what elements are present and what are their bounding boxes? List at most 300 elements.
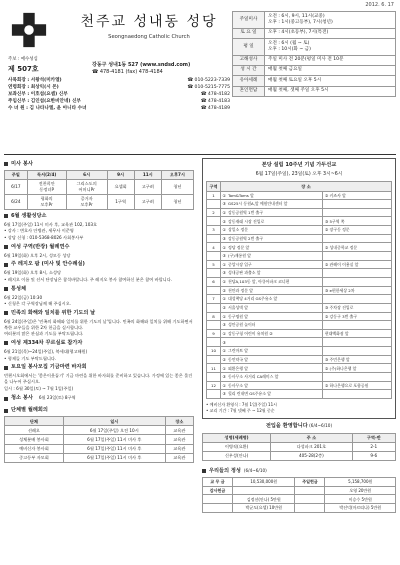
mass-label: 토 요 일 xyxy=(233,28,265,38)
location-cell-extra: 현대백화점 앞 xyxy=(323,329,392,338)
district-number xyxy=(207,252,221,261)
mass-label: 혼인면담 xyxy=(233,86,265,96)
district-number: 7 xyxy=(207,295,221,304)
table-cell: 이승수 5만원 xyxy=(325,495,396,504)
location-marker: ③ xyxy=(222,374,226,380)
rotation-row xyxy=(207,390,392,399)
location-cell xyxy=(221,269,323,278)
location-text: 강동재래 시장 진입로 xyxy=(228,218,265,224)
table-header-row xyxy=(5,417,194,426)
rotation-row xyxy=(207,208,392,217)
table-cell: 1구역 xyxy=(107,194,134,209)
mass-label: 유아세례 xyxy=(233,76,265,86)
district-number: 11 xyxy=(207,364,221,373)
text-line: 일시 : 6월 30일(토) ~ 7월 1일(주일) xyxy=(4,385,74,391)
welcome-section xyxy=(202,423,396,461)
column-header: 일시 xyxy=(63,417,165,426)
location-cell-extra: ② 키즈사 앞 xyxy=(323,191,392,200)
location-marker: ③ xyxy=(222,339,226,345)
rotation-row xyxy=(207,372,392,381)
mass-service-table xyxy=(4,170,194,209)
rotation-row xyxy=(207,303,392,312)
location-cell-extra xyxy=(323,372,392,381)
location-cell-extra xyxy=(323,295,392,304)
location-cell-extra: ③ 주차장 진입로 xyxy=(323,303,392,312)
location-cell xyxy=(221,381,323,390)
table-cell xyxy=(295,486,325,495)
staff-phone: ☎ 478-4182 xyxy=(200,92,230,98)
district-number xyxy=(207,338,221,347)
location-cell-extra: ② 장구동 정문 xyxy=(323,226,392,235)
header xyxy=(4,7,396,155)
page-title-en: Seongnaedong Catholic Church xyxy=(108,33,190,40)
rotation-row xyxy=(207,252,392,261)
text-line: 6월 22일(금) 10:30 xyxy=(4,294,43,300)
district-number: 5 xyxy=(207,260,221,269)
location-text: 서울성벽 앞 xyxy=(228,305,249,311)
table-header-row xyxy=(203,433,396,442)
text-line: 6월 23일(토) 8구역 xyxy=(38,395,76,401)
address-line: 강동구 성내1동 527 (www.sndsd.com) xyxy=(92,62,191,68)
table-cell: 박균도(요셉) 10만원 xyxy=(233,504,295,513)
table-row xyxy=(203,451,396,460)
section-title: 민족의 화해와 일치를 위한 기도의 날 xyxy=(4,310,194,317)
location-text: 동인약국 앞 xyxy=(228,356,249,362)
location-cell-extra: ② 강동구 3번 출구 xyxy=(323,312,392,321)
location-text: 강동공원역 1번 출구 xyxy=(228,210,264,215)
location-text: Tom&Toms 앞 xyxy=(228,192,254,198)
district-number xyxy=(207,303,221,312)
location-marker: ① xyxy=(222,330,226,336)
offering-section xyxy=(202,465,396,513)
table-cell: 평화의 모후Pr xyxy=(27,194,66,209)
table-row xyxy=(203,504,396,513)
location-cell-extra: ③ e편한세상 2차 xyxy=(323,286,392,295)
table-row xyxy=(203,486,396,495)
location-cell xyxy=(221,277,323,286)
table-cell xyxy=(295,495,325,504)
rotation-row xyxy=(207,347,392,356)
mass-value: 매월 첫째 금요일 xyxy=(265,65,396,75)
rotation-row xyxy=(207,191,392,200)
rotation-row xyxy=(207,338,392,347)
location-marker: ② xyxy=(222,287,226,293)
table-cell: 6월 17일(주일) 11시 미사 후 xyxy=(63,453,165,462)
location-marker: ① xyxy=(222,279,226,285)
table-cell: 9-6 xyxy=(352,451,395,460)
issue-meta xyxy=(8,57,39,74)
column-header: 6시 xyxy=(66,171,107,180)
location-marker: ① xyxy=(222,382,226,388)
box-title: 본당 설립 10주년 기념 가두선교 xyxy=(261,162,337,168)
mass-label: 고해성사 xyxy=(233,55,265,65)
section-title: 통성체 xyxy=(4,286,194,293)
location-cell xyxy=(221,364,323,373)
issue-number: 제 507호 xyxy=(8,64,39,73)
location-cell xyxy=(221,303,323,312)
column-header: 11시 xyxy=(134,171,161,180)
table-cell: 이병직(요환) xyxy=(203,442,271,451)
column-header: 구역 xyxy=(207,182,221,191)
district-number xyxy=(207,372,221,381)
staff-name: 사목회장 : 서왕석(미카엘) xyxy=(8,78,62,83)
issue-date: 2012. 6. 17 xyxy=(365,2,394,8)
district-number xyxy=(207,217,221,226)
staff-phone: ☎ 478-4183 xyxy=(200,99,230,105)
text-line: 여러분의 많은 관심과 기도를 부탁드립니다. xyxy=(4,331,84,337)
section-title: 단체별 월례회의 xyxy=(4,407,194,414)
table-cell xyxy=(203,504,233,513)
location-marker: ③ xyxy=(222,235,226,241)
location-cell-extra: ② 하나은행으로 포함공원 xyxy=(323,381,392,390)
title-zone xyxy=(74,13,224,41)
location-text: 상일소 정문 xyxy=(228,227,249,233)
location-marker: ③ xyxy=(222,270,226,276)
column-header: 단체 xyxy=(5,417,64,426)
location-text: 성안공원 놀이터 xyxy=(228,322,256,328)
rotation-row xyxy=(207,321,392,330)
location-text: 천당A,103동 앞, 아큐아파크 코너편 xyxy=(228,279,290,285)
location-text: 동구명원 앞 xyxy=(228,313,249,319)
location-cell xyxy=(221,338,323,347)
table-cell: 청년 xyxy=(161,180,193,195)
location-cell-extra: ③ 주민은행 앞 xyxy=(323,355,392,364)
location-text: 천안과 정문 앞 xyxy=(228,287,254,293)
table-cell: 신우성(안나) xyxy=(203,451,271,460)
column-header: 장 소 xyxy=(221,182,392,191)
cleaning-row xyxy=(4,392,194,404)
location-marker: ② xyxy=(222,305,226,311)
location-text: (구)재롱원 앞 xyxy=(228,253,252,259)
location-marker: ② xyxy=(222,356,226,362)
welcome-table xyxy=(202,433,396,461)
location-marker: ① xyxy=(222,244,226,250)
location-cell xyxy=(221,226,323,235)
text-line: • 신청은 각 구역장님께 해 주십시오. xyxy=(4,301,72,307)
staff-name: 보좌신부 : 이호섭(요셉) 신부 xyxy=(8,92,68,98)
column-header: 주 소 xyxy=(271,433,352,442)
header-divider xyxy=(4,154,396,155)
location-text: 중앙시장 입구 xyxy=(228,261,252,267)
staff-phone: ☎ 010-5215-7775 xyxy=(187,85,230,91)
table-cell: 전찬희안 동정녀P xyxy=(27,180,66,195)
location-cell xyxy=(221,252,323,261)
table-cell: 증거자 모후Pr xyxy=(66,194,107,209)
location-marker: ① xyxy=(222,227,226,233)
section-title: 여성 구역(반장) 월례연수 xyxy=(4,244,194,251)
location-marker: ① xyxy=(222,313,226,319)
table-row xyxy=(5,444,194,453)
phone-line: ☎ 478-4181 (fax) 478-4184 xyxy=(92,68,163,75)
table-cell: 10,530,000원 xyxy=(233,477,295,486)
location-cell xyxy=(221,312,323,321)
table-cell: 고구려 xyxy=(134,194,161,209)
location-cell-extra xyxy=(323,277,392,286)
district-number xyxy=(207,390,221,399)
table-row xyxy=(203,442,396,451)
location-cell-extra: ③ 5구역 쪽 xyxy=(323,217,392,226)
district-number: 2 xyxy=(207,208,221,217)
table-cell: 6월 17일(주일) 오전 10시 xyxy=(63,426,165,435)
location-cell-extra xyxy=(323,390,392,399)
district-number xyxy=(207,269,221,278)
welcome-heading xyxy=(202,423,396,430)
mission-box xyxy=(202,158,396,419)
welcome-title: 전입을 환영합니다 xyxy=(265,422,308,429)
table-row xyxy=(5,426,194,435)
section-title: 6월 생활성당소 xyxy=(4,213,194,220)
location-text: GS25시 동원A,앞 예원안내센터 앞 xyxy=(228,201,288,207)
rotation-row xyxy=(207,286,392,295)
staff-name: 수 녀 원 : 김 나타나엘, 윤 아니타 수녀 xyxy=(8,106,87,112)
text-line: 6월 17일(주일) 11시 미사 후, 교육관 102, 103호 xyxy=(4,221,98,227)
staff-name: 주임신부 : 김인섭(요한비안네) 신부 xyxy=(8,99,81,105)
table-cell: 교육관 xyxy=(165,444,193,453)
column-header: 구역-반 xyxy=(352,433,395,442)
table-cell: 405-28(2층) xyxy=(271,451,352,460)
location-marker: ① xyxy=(222,365,226,371)
staff-row xyxy=(8,77,230,84)
location-cell xyxy=(221,217,323,226)
section-title: 미사 봉사 xyxy=(4,161,194,168)
location-text: 성내공판 과출소 앞 xyxy=(228,270,261,276)
table-cell: 2-1 xyxy=(352,442,395,451)
location-cell xyxy=(221,234,323,243)
column-header: 9시 xyxy=(107,171,134,180)
location-cell-extra xyxy=(323,321,392,330)
district-number: 1 xyxy=(207,191,221,200)
table-cell: 감사헌금 xyxy=(203,486,233,495)
section-title: 우리들의 정성 xyxy=(202,468,241,475)
text-line: 6월 19일(화) 오후 8시, 소성당 xyxy=(4,270,61,276)
table-cell: 성체분배 봉사회 xyxy=(5,435,64,444)
text-line: • 강사 : 변호사 안병관, 세무사 이준영 xyxy=(4,228,74,234)
district-number xyxy=(207,286,221,295)
district-number: 10 xyxy=(207,347,221,356)
district-number: 9 xyxy=(207,329,221,338)
location-text: 힐리 린내면 GS주유소 앞 xyxy=(228,391,272,397)
table-cell: 예비신자 봉사회 xyxy=(5,444,64,453)
column-header: 독서(2/4) xyxy=(27,171,66,180)
mass-value: 매월 첫째, 셋째 주일 오후 5시 xyxy=(265,86,396,96)
mass-value: 매월 첫째 토요일 오후 5시 xyxy=(265,76,396,86)
patron-label: 주보 : 예수성심 xyxy=(8,57,38,62)
left-column xyxy=(4,158,194,463)
rotation-row xyxy=(207,200,392,209)
table-cell: 오영 20만원 xyxy=(325,486,396,495)
text-line: 6월 21일(목)~24일(주일), 북세대(행고해원) xyxy=(4,348,88,354)
district-number: 6 xyxy=(207,277,221,286)
table-cell: 5,158,700원 xyxy=(325,477,396,486)
rotation-row xyxy=(207,364,392,373)
rotation-row xyxy=(207,243,392,252)
mass-row xyxy=(233,86,396,96)
location-cell xyxy=(221,200,323,209)
rotation-row xyxy=(207,226,392,235)
location-marker: ③ xyxy=(222,253,226,259)
rotation-row xyxy=(207,277,392,286)
staff-row xyxy=(8,84,230,91)
location-cell-extra xyxy=(323,338,392,347)
table-cell: 그리스도의 어머니Pr xyxy=(66,180,107,195)
table-row xyxy=(203,495,396,504)
table-cell: 중고등부 자모회 xyxy=(5,453,64,462)
district-number: 3 xyxy=(207,226,221,235)
location-text: 대성핵당 4거리 GS주유소 앞 xyxy=(228,296,278,302)
offering-sub: (6/4~6/10) xyxy=(243,467,267,473)
column-header: 장소 xyxy=(165,417,193,426)
table-row xyxy=(5,453,194,462)
table-cell xyxy=(295,504,325,513)
table-row xyxy=(203,477,396,486)
table-cell: 6월 17일(주일) 11시 미사 후 xyxy=(63,435,165,444)
mass-value: 오전 : 6시 (월 ~ 토) 오후 : 10시(화 ~ 금) xyxy=(265,38,396,55)
location-text: 강동공원역 2번 출구 xyxy=(228,235,264,241)
district-number: 4 xyxy=(207,243,221,252)
mass-label: 주일미사 xyxy=(233,12,265,29)
table-cell: 다성파크 201호 xyxy=(271,442,352,451)
location-text: 정당 정문 앞 xyxy=(228,244,250,250)
offering-table xyxy=(202,477,396,513)
mass-row xyxy=(233,28,396,38)
table-cell: 6/24 xyxy=(5,194,28,209)
location-cell-extra: ② 성내중학교 정문 xyxy=(323,243,392,252)
district-number: 12 xyxy=(207,381,221,390)
staff-contacts xyxy=(8,77,230,113)
location-cell xyxy=(221,347,323,356)
table-row xyxy=(5,194,194,209)
mass-value: 주일 미사 전 20분(평일 미사 전 10분 xyxy=(265,55,396,65)
rotation-row xyxy=(207,295,392,304)
mass-value: 오후 : 4시(초등부), 7시(특전) xyxy=(265,28,396,38)
location-cell-extra xyxy=(323,208,392,217)
mass-row xyxy=(233,12,396,29)
district-number xyxy=(207,355,221,364)
section-title: 여성 제334차 꾸르실료 참가자 xyxy=(4,340,194,347)
text-line: • 형제들 기도 부탁드립니다. xyxy=(4,355,57,361)
offering-heading xyxy=(202,465,396,477)
mass-row xyxy=(233,65,396,75)
location-cell-extra xyxy=(323,234,392,243)
location-cell xyxy=(221,286,323,295)
mass-row xyxy=(233,76,396,86)
location-cell-extra xyxy=(323,347,392,356)
location-cell-extra: ② 관해이 이용실 앞 xyxy=(323,260,392,269)
staff-row xyxy=(8,98,230,105)
box-subtitle: 6월 17일(주일), 23일(토) 오후 3시~6시 xyxy=(255,172,343,178)
mass-label: 성 시 간 xyxy=(233,65,265,75)
note-line: • 교리 기간 : 7월 넷째 주 ~ 12월 중순 xyxy=(206,408,275,414)
mass-label: 평 일 xyxy=(233,38,265,55)
location-cell-extra xyxy=(323,252,392,261)
rotation-row xyxy=(207,329,392,338)
location-marker: ① xyxy=(222,348,226,354)
staff-row xyxy=(8,105,230,112)
staff-phone: ☎ 010-5223-7339 xyxy=(187,78,230,83)
column-header: 주일 xyxy=(5,171,28,180)
location-marker: ③ xyxy=(222,391,226,397)
location-cell xyxy=(221,329,323,338)
welcome-sub: (6/4~6/10) xyxy=(309,422,333,428)
table-cell xyxy=(203,495,233,504)
location-marker: ① xyxy=(222,261,226,267)
mass-value: 오전 : 6시, 9시, 11시(교중) 오후 : 1시(중고등부), 7시(청년) xyxy=(265,12,396,29)
mass-row xyxy=(233,38,396,55)
section-title: 청소 봉사 xyxy=(4,395,33,402)
location-cell xyxy=(221,243,323,252)
rotation-row xyxy=(207,217,392,226)
rotation-row xyxy=(207,234,392,243)
location-text: 동사무소 앞 xyxy=(228,382,249,388)
table-row xyxy=(5,435,194,444)
rotation-table xyxy=(206,181,392,398)
staff-row xyxy=(8,91,230,98)
church-cross-logo-icon xyxy=(10,11,48,49)
table-cell: 6/17 xyxy=(5,180,28,195)
section-title: 주 레지오 팜 (미사 및 안수례실) xyxy=(4,261,194,268)
table-header-row xyxy=(5,171,194,180)
table-cell: 주일헌금 xyxy=(295,477,325,486)
mass-times-table xyxy=(232,11,396,97)
church-address xyxy=(92,62,190,76)
location-marker: ② xyxy=(222,218,226,224)
column-header: 성명(세례명) xyxy=(203,433,271,442)
table-cell: 교육관 xyxy=(165,426,193,435)
location-text: 그린마트 앞 xyxy=(228,348,249,354)
note-line: • 예비신자 환영식 : 7월 1일(주일) 11시 xyxy=(206,401,278,407)
rotation-row xyxy=(207,269,392,278)
table-cell: 6월 17일(주일) 11시 미사 후 xyxy=(63,444,165,453)
location-cell xyxy=(221,321,323,330)
page-title: 천주교 성내동 성당 xyxy=(80,14,218,30)
table-cell: 교육관 xyxy=(165,435,193,444)
text-line: • 상담 신청 : 010-5368-8026 사회봉사부 xyxy=(4,234,84,240)
location-cell xyxy=(221,390,323,399)
location-cell xyxy=(221,355,323,364)
location-marker: ③ xyxy=(222,201,226,207)
staff-name: 연령회장 : 최상익(시 몬) xyxy=(8,85,59,91)
text-line: 6월 19일(화) 오후 2시, 성모동 성당 xyxy=(4,252,71,258)
location-cell-extra xyxy=(323,269,392,278)
table-cell: 교육관 xyxy=(165,453,193,462)
district-number xyxy=(207,234,221,243)
location-cell xyxy=(221,260,323,269)
location-marker: ① xyxy=(222,192,226,198)
text-line: 6월 24일(주일)은 '민족의 화해와 일치를 위한 기도의 날'입니다. 민족의 화해와 일치를 위해 기도하면서 북한 교우들을 위한 2차 헌금을 실시합니다. xyxy=(4,318,193,330)
district-number: 8 xyxy=(207,312,221,321)
table-row xyxy=(5,180,194,195)
table-header-row xyxy=(207,182,392,191)
table-cell: 김정선(안나) 5만원 xyxy=(233,495,295,504)
right-column xyxy=(202,158,396,513)
location-text: 동사무소 사거리 CA레미스 앞 xyxy=(228,374,279,380)
district-number xyxy=(207,200,221,209)
table-cell: 박선덕(마르띠나) 5만원 xyxy=(325,504,396,513)
table-cell: 청년 xyxy=(161,194,193,209)
text-line: • 레지오 이름 및 선서 단장님은 참석바랍니다. 주 레지오 봉사 참여하신 분은 참여 바랍니다. xyxy=(4,276,173,282)
location-marker: ③ xyxy=(222,322,226,328)
location-cell-extra xyxy=(323,200,392,209)
rotation-row xyxy=(207,355,392,364)
location-text: 강동구청 어린이 유치원 ② xyxy=(228,330,273,336)
text-line: 빈첸시오회에서는 '좋은이웃돕기' 기금 마련을 위한 바자회를 준비하고 있습니다. 가정에 있는 좋은 물건을 나누어 주십시오. xyxy=(4,373,193,385)
location-cell-extra: ② (주)하나은행 앞 xyxy=(323,364,392,373)
district-number xyxy=(207,321,221,330)
rotation-row xyxy=(207,260,392,269)
staff-phone: ☎ 478-4189 xyxy=(200,106,230,112)
table-cell: 교 무 금 xyxy=(203,477,233,486)
location-cell xyxy=(221,191,323,200)
